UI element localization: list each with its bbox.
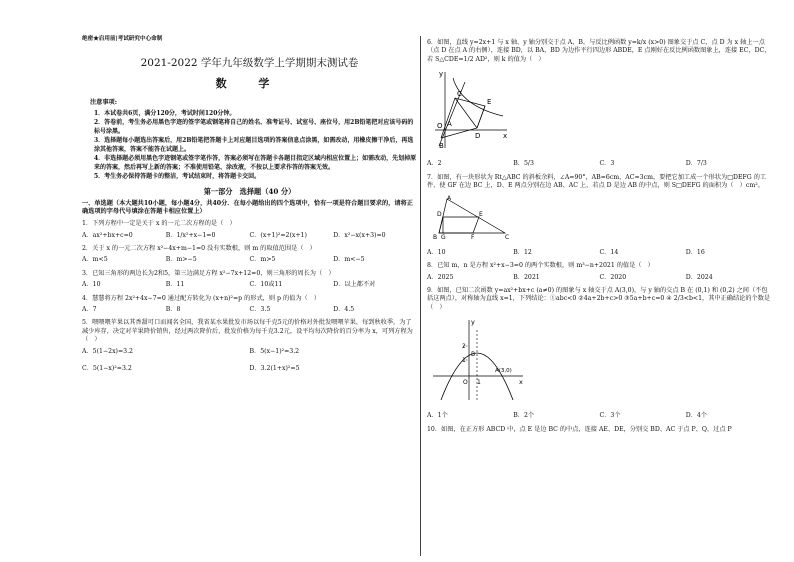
fig9-label: O — [463, 379, 468, 387]
question-1 — [82, 220, 417, 240]
fig6-label: x — [503, 132, 508, 141]
subject-title: 数 学 — [215, 76, 284, 90]
fig6-label: E — [487, 98, 492, 107]
question-7 — [427, 174, 772, 257]
question-10 — [427, 426, 772, 434]
figure-6-diagram — [431, 68, 511, 150]
fig9-label: 2 — [462, 343, 466, 351]
question-text: 3．已知三角形的两边长为2和5，第三边满足方程 x²−7x+12=0，则三角形的周长为（ ） — [82, 269, 335, 277]
question-text: 9．如图，已知二次函数 y=ax²+bx+c (a≠0) 的图象与 x 轴交于点 A(3,0)，与 y 轴的交点 B 在 (0,1) 和 (0,2) 之间（不包括这两点），对称轴为直线 x=1，下列结论：①abc<0 ②4a+2b+c>0 ③5a+b+c=0 ④ 2/3<b<1，其中正确结论的个数是（ ） — [427, 286, 771, 311]
option: C．10或11 — [249, 281, 283, 289]
option: A．2025 — [427, 273, 454, 281]
question-options — [82, 232, 417, 240]
question-options — [427, 412, 772, 420]
question-4 — [82, 295, 417, 315]
option: B．5/3 — [513, 160, 534, 168]
notes-heading: 注意事项: — [90, 98, 118, 106]
fig7-label: F — [471, 233, 475, 239]
note-item: 1．本试卷共6页，满分120分，考试时间120分钟。 — [94, 109, 236, 117]
question-text: 2．关于 x 的一元二次方程 x²−4x+m−1=0 没有实数根，则 m 的取值范围是（ ） — [82, 245, 316, 253]
question-options — [82, 256, 417, 264]
section-title: 第一部分 选择题（40 分） — [203, 186, 296, 196]
exam-title: 2021-2022 学年九年级数学上学期期末测试卷 — [140, 56, 359, 69]
option: C．m>5 — [249, 256, 276, 264]
fig7-label: C — [505, 233, 510, 239]
option: B．1/x²+x−1=0 — [165, 231, 216, 239]
question-3 — [82, 270, 417, 290]
fig9-label: A(3,0) — [495, 368, 512, 375]
question-options — [82, 281, 417, 289]
option: C．2020 — [599, 273, 627, 281]
fig7-label: A — [447, 194, 452, 202]
question-text: 4．慧慧将方程 2x²+4x−7=0 通过配方转化为 (x+n)²=p 的形式，则 p 的值为（ ） — [82, 294, 321, 302]
fig6-label: O — [437, 122, 443, 131]
fig6-label: y — [439, 70, 444, 79]
question-text: 5．喂喂喂苹果以其香甜可口而闻名全国，我省某水果批发市场以每千克5元的价格对外批发喂喂苹果，每到秋收季，为了减少库存，决定对苹果降价销售，经过两次降价后，批发价格为每千克3.2元，设平均每次降价的百分率为 x，可列方程为（ ） — [82, 319, 413, 343]
fig9-label: B — [471, 351, 476, 359]
option: D．3.2(1+x)²=5 — [249, 364, 300, 372]
option: B．m>−5 — [165, 256, 197, 264]
option: C．(x+1)²=2(x+1) — [249, 231, 307, 239]
option: D．m<−5 — [333, 256, 365, 264]
note-item: 2．答卷前，考生务必用黑色字迹的签字笔或钢笔将自己的姓名、准考证号、试室号、座位号，用2B铅笔把对应该号码的标号涂黑。 — [94, 118, 414, 135]
note-item: 3．选择题每小题选出答案后，用2B铅笔把答题卡上对应题目选项的答案信息点涂黑，如需改动，用橡皮擦干净后，再选涂其他答案，答案不能答在试题上。 — [94, 136, 414, 153]
fig6-label: A — [447, 120, 452, 129]
option: C．3 — [599, 160, 615, 168]
question-8 — [427, 262, 772, 282]
question-text: 8．已知 m，n 是方程 x²+x−3=0 的两个实数根，则 m³−n+2021 的值是（ ） — [427, 262, 654, 270]
question-options — [427, 249, 772, 257]
fig9-label: 1 — [462, 357, 466, 365]
option: A．1个 — [427, 412, 448, 420]
column-divider — [420, 36, 421, 556]
question-5 — [82, 319, 417, 373]
fig9-label: x — [519, 378, 523, 387]
option: D．4个 — [685, 412, 708, 420]
note-item: 4．非选择题必须用黑色字迹钢笔或签字笔作答，答案必须写在答题卡各题目指定区域内相应位置上；如需改动，先划掉原来的答案，然后再写上新的答案；不准使用铅笔、涂改液，不按以上要求作答的答案无效。 — [94, 154, 417, 171]
fig9-label: y — [471, 318, 475, 327]
option: D．2024 — [685, 273, 713, 281]
fig9-label: 1 — [477, 379, 481, 387]
fig6-label: D — [475, 132, 481, 141]
option: A．10 — [427, 248, 446, 256]
option: A．2 — [427, 160, 442, 168]
option: A．m<5 — [82, 256, 108, 264]
question-2 — [82, 245, 417, 265]
question-9 — [427, 287, 772, 421]
question-text: 7．如图，有一块形状为 Rt△ABC 的斜板余料，∠A=90°，AB=6cm，AC=3cm，要把它加工成一个形状为□DEFG 的工件，使 GF 在边 BC 上，D、E 两点分别在边 AB、AC 上，若点 D 是边 AB 的中点，则 S□DEFG 的面积为（ ）cm²。 — [427, 173, 767, 190]
option: C．3.5 — [249, 305, 271, 313]
question-text: 1．下列方程中一定是关于 x 的一元二次方程的是（ ） — [82, 220, 236, 228]
figure-9-graph — [431, 316, 527, 402]
question-6 — [427, 39, 772, 169]
option: B．2个 — [513, 412, 535, 420]
question-options — [427, 160, 772, 168]
option: A．ax²+bx+c=0 — [82, 231, 133, 239]
question-text: 10．如图，在正方形 ABCD 中，点 E 是边 BC 的中点，连接 AE、DE，分别交 BD、AC 于点 P、Q，过点 P — [427, 425, 732, 433]
fig7-label: E — [479, 210, 483, 218]
figure-7-diagram — [431, 195, 511, 239]
confidential-label: 绝密★启用前|考试研究中心命制 — [82, 36, 163, 42]
option: D．7/3 — [685, 160, 707, 168]
option: D．16 — [685, 248, 705, 256]
question-options — [427, 274, 772, 282]
note-item: 5．考生务必保持答题卡的整洁，考试结束时，将答题卡交回。 — [94, 172, 261, 180]
fig7-label: D — [437, 210, 442, 218]
question-options — [82, 348, 417, 373]
option: D．4.5 — [333, 305, 355, 313]
option: A．10 — [82, 281, 101, 289]
fig6-label: B — [439, 142, 444, 151]
fig7-label: B — [433, 233, 438, 239]
option: C．5(1−x)²=3.2 — [82, 364, 132, 372]
option: A．7 — [82, 305, 97, 313]
option: A．5(1−2x)=3.2 — [82, 348, 133, 356]
option: B．12 — [513, 248, 532, 256]
option: B．11 — [165, 281, 185, 289]
option: B．8 — [165, 305, 181, 313]
fig6-label: C — [457, 90, 462, 99]
option: D．以上都不对 — [333, 281, 376, 289]
fig7-label: G — [441, 233, 446, 239]
question-options — [82, 306, 417, 314]
left-column — [82, 36, 417, 379]
option: B．5(x−1)²=3.2 — [249, 348, 300, 356]
right-column — [427, 36, 772, 436]
option: D．x²−x(x+3)=0 — [333, 231, 386, 239]
option: B．2021 — [513, 273, 540, 281]
option: C．3个 — [599, 412, 621, 420]
question-text: 6．如图，直线 y=2x+1 与 x 轴、y 轴分别交于点 A，B，与反比例函数 y=k/x (x>0) 图象交于点 C，点 D 为 x 轴上一点（点 D 在点 A 的右侧），连接 BD，以 BA，BD 为边作平行四边形 ABDE，E 点刚好在反比例函数图象上，连接 EC，DC，若 S△CDE=1/2 AD²，则 k 的值为（ ） — [427, 39, 771, 63]
option: C．14 — [599, 248, 619, 256]
section-intro: 一、单选题（本大题共10小题，每小题4分，共40分．在每小题给出的四个选项中，恰有一项是符合题目要求的，请将正确选项的字母代号填涂在答题卡相应位置上） — [82, 199, 413, 215]
